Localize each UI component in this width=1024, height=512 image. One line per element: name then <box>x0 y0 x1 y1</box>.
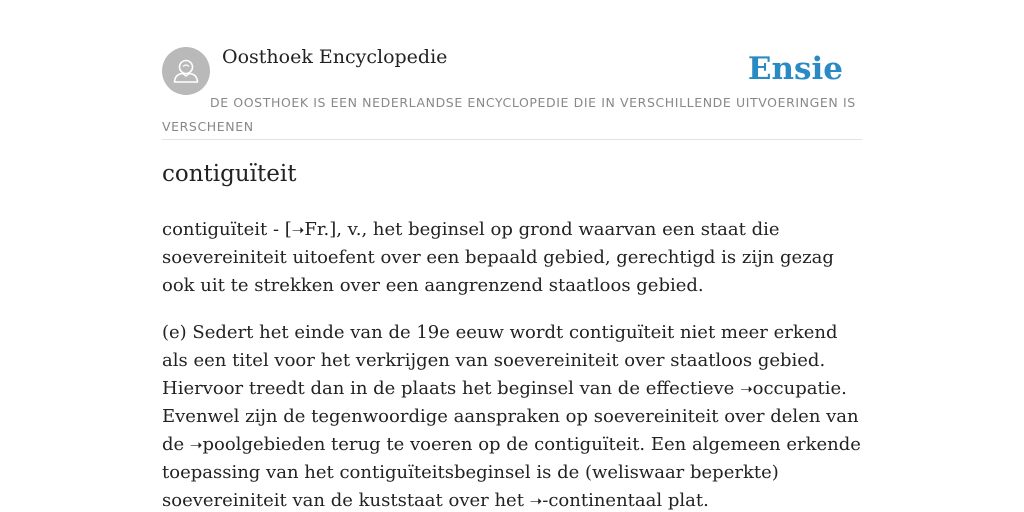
site-title[interactable]: Oosthoek Encyclopedie <box>222 46 448 68</box>
xref-link-occupatie[interactable] <box>740 378 841 399</box>
entry-content <box>162 216 862 512</box>
ensie-logo-link[interactable]: Ensie <box>747 51 843 87</box>
explanation-text-2: . Evenwel zijn de tegenwoordige aanspraken op soevereiniteit over delen van de <box>162 378 859 455</box>
site-header <box>162 0 862 140</box>
xref-label: -continentaal plat <box>542 490 704 511</box>
site-tagline: DE OOSTHOEK IS EEN NEDERLANDSE ENCYCLOPEDIE DIE IN VERSCHILLENDE UITVOERINGEN IS VERSCHENEN <box>162 95 856 134</box>
xref-label: Fr. <box>304 219 330 240</box>
entry-title: contiguïteit <box>162 161 297 187</box>
arrow-right-icon: ➝ <box>291 221 305 239</box>
arrow-right-icon: ➝ <box>189 436 203 454</box>
explanation-paragraph <box>162 319 862 512</box>
xref-label: occupatie <box>752 378 842 399</box>
arrow-right-icon: ➝ <box>529 492 543 510</box>
definition-paragraph <box>162 216 862 300</box>
xref-link-poolgebieden[interactable] <box>190 434 325 455</box>
definition-text-start: contiguïteit - [ <box>162 219 292 240</box>
explanation-text-3: terug te voeren op de contiguïteit. Een algemeen erkende toepassing van het contiguïteitsbeginsel is de (weliswaar beperkte) soevereiniteit van de kuststaat over het <box>162 434 861 511</box>
explanation-text-4: . <box>703 490 709 511</box>
explanation-text-1: (e) Sedert het einde van de 19e eeuw wordt contiguïteit niet meer erkend als een titel voor het verkrijgen van soevereiniteit over staatloos gebied. Hiervoor treedt dan in de plaats het beginsel van de effectieve <box>162 322 838 399</box>
page <box>162 0 862 512</box>
xref-link-continentaal-plat[interactable] <box>530 490 703 511</box>
user-outline-icon[interactable] <box>162 47 210 95</box>
definition-text-end: ], v., het beginsel op grond waarvan een staat die soevereiniteit uitoefent over een bepaald gebied, gerechtigd is zijn gezag ook uit te strekken over een aangrenzend staatloos gebied. <box>162 219 834 296</box>
arrow-right-icon: ➝ <box>740 380 753 398</box>
xref-label: poolgebieden <box>202 434 326 455</box>
xref-link-fr[interactable] <box>292 219 329 240</box>
